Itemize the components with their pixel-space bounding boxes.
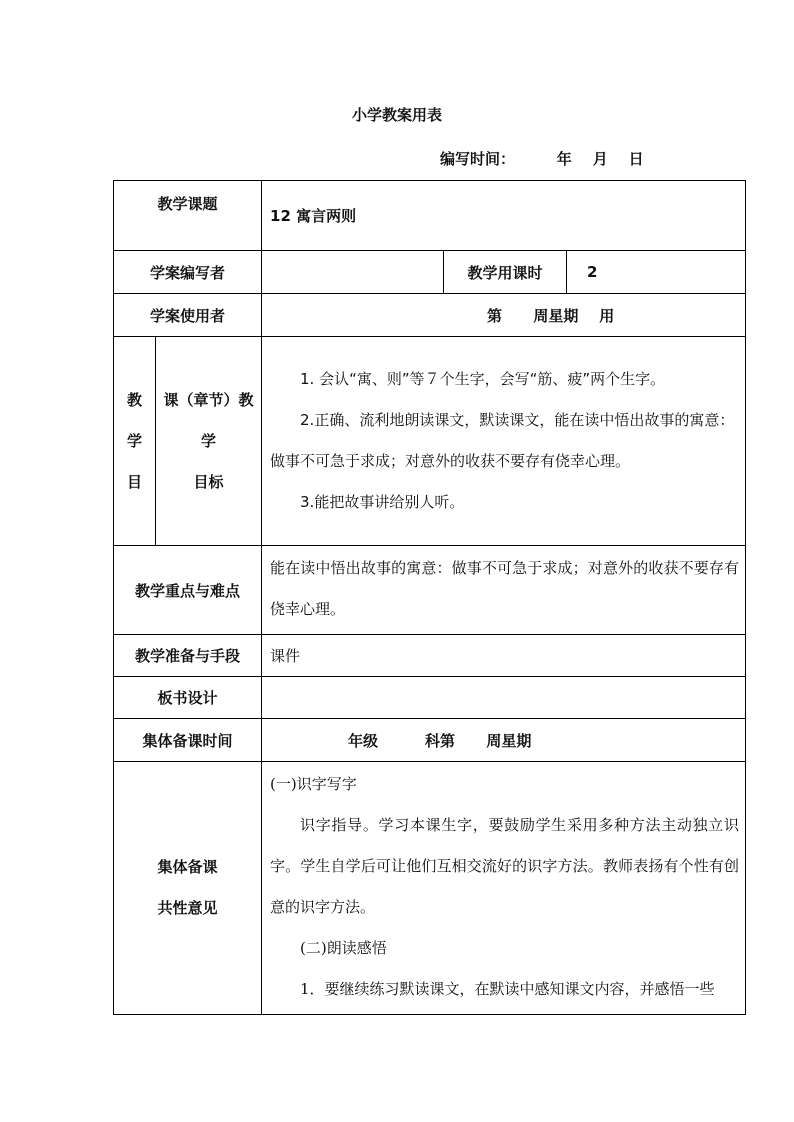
board-value: [262, 677, 746, 719]
key-points-content: [262, 546, 746, 635]
objectives-inner-label: [156, 337, 262, 546]
group-opinion-paragraph: 1．要继续练习默读课文，在默读中感知课文内容，并感悟一些: [300, 980, 715, 998]
prep-row: [114, 635, 746, 677]
group-opinion-label-line2: 共性意见: [157, 899, 218, 917]
group-time-value: 年级 科第 周星期: [262, 719, 746, 762]
write-time-label: 编写时间：: [440, 150, 516, 168]
key-points-label: 教学重点与难点: [114, 546, 262, 635]
group-opinion-heading: (一)识字写字: [270, 775, 357, 793]
group-opinion-paragraph: 识字指导。学习本课生字，要鼓励学生采用多种方法主动独立识字。学生自学后可让他们互相交流好的识字方法。教师表扬有个性有创意的识字方法。: [270, 816, 740, 916]
board-label: 板书设计: [114, 677, 262, 719]
objective-item: 3.能把故事讲给别人听。: [300, 493, 465, 511]
author-value: [262, 251, 444, 294]
objectives-outer-char: 教: [126, 390, 142, 409]
board-row: [114, 677, 746, 719]
objective-item: 2.正确、流利地朗读课文，默读课文，能在读中悟出故事的寓意：做事不可急于求成；对意外的收获不要存有侥幸心理。: [270, 411, 735, 470]
hours-label: 教学用课时: [444, 251, 567, 294]
group-opinion-label-line1: 集体备课: [157, 858, 218, 876]
group-time-label: 集体备课时间: [114, 719, 262, 762]
objectives-content: [262, 337, 746, 546]
group-opinion-row: [114, 762, 746, 1015]
user-value: 第 周星期 用: [262, 294, 746, 337]
write-time-month: 月: [592, 150, 608, 168]
document-title: 小学教案用表: [351, 106, 442, 124]
user-label: 学案使用者: [114, 294, 262, 337]
prep-label: 教学准备与手段: [114, 635, 262, 677]
objectives-outer-label: [114, 337, 156, 546]
objectives-inner-line: 目标: [193, 472, 224, 491]
write-time-line: [440, 148, 644, 169]
write-time-year: 年: [556, 150, 572, 168]
topic-row: [114, 181, 746, 251]
topic-value: 12 寓言两则: [262, 181, 746, 251]
objectives-outer-char: 学: [126, 431, 142, 450]
objectives-inner-line: 学: [201, 431, 217, 450]
author-row: [114, 251, 746, 294]
prep-value: 课件: [262, 635, 746, 677]
group-opinion-content: [262, 762, 746, 1015]
author-label: 学案编写者: [114, 251, 262, 294]
objectives-outer-char: 目: [126, 472, 142, 491]
hours-value: 2: [567, 251, 746, 294]
key-points-text: 能在读中悟出故事的寓意：做事不可急于求成；对意外的收获不要存有侥幸心理。: [270, 559, 740, 618]
objective-item: 1. 会认“寓、则”等７个生字，会写“筋、疲”两个生字。: [300, 370, 666, 388]
objectives-inner-line: 课（章节）教: [163, 390, 254, 409]
group-opinion-heading: (二)朗读感悟: [300, 939, 387, 957]
key-points-row: [114, 546, 746, 635]
write-time-day: 日: [628, 150, 644, 168]
group-opinion-label: [114, 762, 262, 1015]
group-time-row: [114, 719, 746, 762]
lesson-plan-table: [113, 180, 746, 1015]
topic-label: 教学课题: [114, 181, 262, 251]
user-row: [114, 294, 746, 337]
objectives-row: [114, 337, 746, 546]
